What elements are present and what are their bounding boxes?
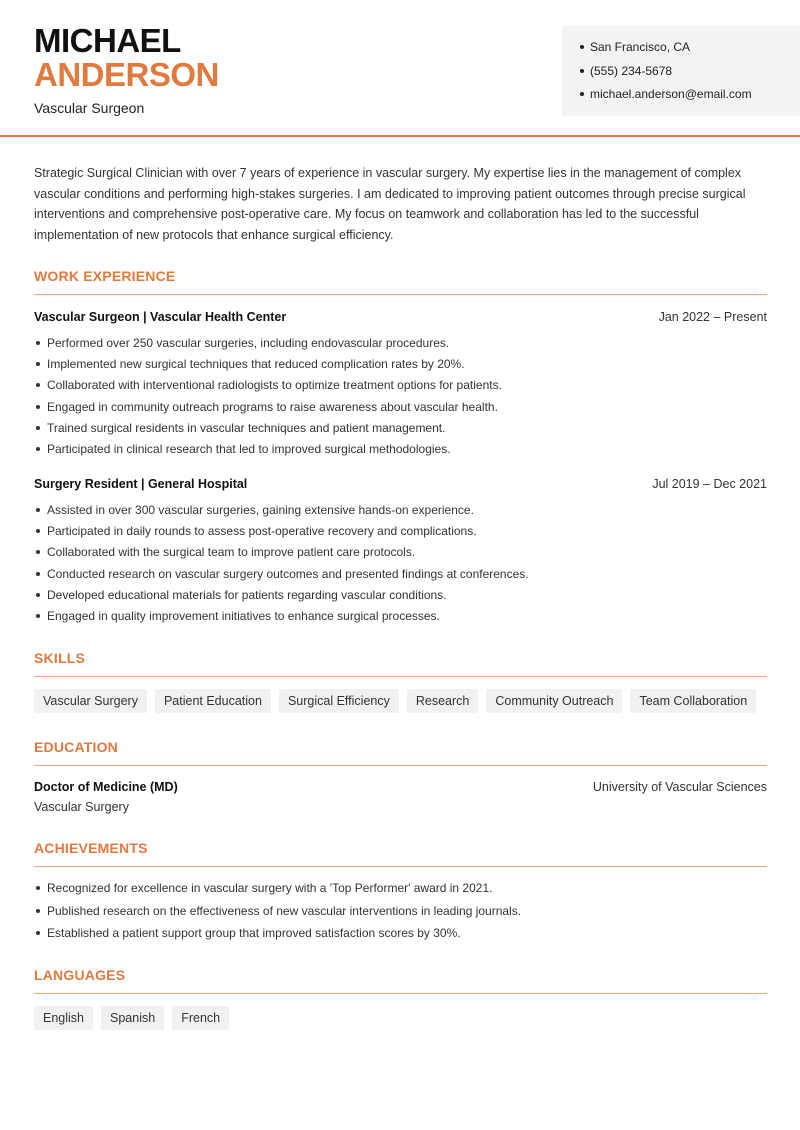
skill-chip: Research xyxy=(407,689,479,713)
job-1-header xyxy=(34,308,767,326)
education-header xyxy=(34,778,767,796)
contact-email[interactable]: michael.anderson@email.com xyxy=(580,86,800,110)
contact-box xyxy=(562,26,800,116)
list-item: Collaborated with the surgical team to improve patient care protocols. xyxy=(34,544,767,565)
job-title: Vascular Surgeon xyxy=(34,100,145,116)
language-chip: English xyxy=(34,1006,93,1030)
skill-chip: Surgical Efficiency xyxy=(279,689,399,713)
job-2-bullets xyxy=(34,502,767,629)
list-item: Recognized for excellence in vascular surgery with a 'Top Performer' award in 2021. xyxy=(34,880,767,903)
job-2-role: Surgery Resident | General Hospital xyxy=(34,477,248,491)
education-school: University of Vascular Sciences xyxy=(592,780,767,794)
list-item: Performed over 250 vascular surgeries, including endovascular procedures. xyxy=(34,335,767,356)
achievements-divider xyxy=(34,866,767,867)
list-item: Assisted in over 300 vascular surgeries, gaining extensive hands-on experience. xyxy=(34,502,767,523)
education-heading: EDUCATION xyxy=(34,739,118,755)
job-1-role: Vascular Surgeon | Vascular Health Center xyxy=(34,310,287,324)
work-divider xyxy=(34,294,767,295)
list-item: Trained surgical residents in vascular techniques and patient management. xyxy=(34,420,767,441)
job-2-header xyxy=(34,475,767,493)
list-item: Established a patient support group that improved satisfaction scores by 30%. xyxy=(34,925,767,948)
languages-divider xyxy=(34,993,767,994)
first-name: MICHAEL xyxy=(34,22,181,59)
list-item: Collaborated with interventional radiologists to optimize treatment options for patients. xyxy=(34,377,767,398)
achievements-heading: ACHIEVEMENTS xyxy=(34,840,148,856)
list-item: Engaged in community outreach programs to raise awareness about vascular health. xyxy=(34,399,767,420)
language-chip: Spanish xyxy=(101,1006,164,1030)
language-chip: French xyxy=(172,1006,229,1030)
education-field: Vascular Surgery xyxy=(34,800,129,814)
education-section-header xyxy=(34,738,767,766)
resume-header xyxy=(0,0,800,137)
summary-text: Strategic Surgical Clinician with over 7 years of experience in vascular surgery. My expertise lies in the management of complex vascular conditions and performing high-stakes surgeries. I am dedicated to improving patient outcomes through precise surgical interventions and comprehensive post-operative care. My focus on teamwork and collaboration has led to the successful implementation of new protocols that enhance surgical efficiency. xyxy=(34,166,746,243)
work-section-header xyxy=(34,267,767,295)
list-item: Developed educational materials for patients regarding vascular conditions. xyxy=(34,587,767,608)
achievements-list-wrap xyxy=(34,880,767,948)
languages-chips xyxy=(34,1006,767,1030)
skills-section-header xyxy=(34,649,767,677)
last-name: ANDERSON xyxy=(34,56,219,93)
skills-chips xyxy=(34,689,767,713)
list-item: Implemented new surgical techniques that reduced complication rates by 20%. xyxy=(34,356,767,377)
languages-section-header xyxy=(34,966,767,994)
job-2-date: Jul 2019 – Dec 2021 xyxy=(652,477,767,491)
skill-chip: Vascular Surgery xyxy=(34,689,147,713)
contact-phone: (555) 234-5678 xyxy=(580,63,800,87)
job-1-date: Jan 2022 – Present xyxy=(658,310,767,324)
achievements-list xyxy=(34,880,767,948)
education-entry xyxy=(34,778,767,816)
education-divider xyxy=(34,765,767,766)
job-1-bullets xyxy=(34,335,767,462)
list-item: Conducted research on vascular surgery outcomes and presented findings at conferences. xyxy=(34,566,767,587)
languages-heading: LANGUAGES xyxy=(34,967,126,983)
list-item: Participated in daily rounds to assess post-operative recovery and complications. xyxy=(34,523,767,544)
list-item: Engaged in quality improvement initiatives to enhance surgical processes. xyxy=(34,608,767,629)
summary-section xyxy=(34,163,767,246)
achievements-section-header xyxy=(34,839,767,867)
skill-chip: Patient Education xyxy=(155,689,271,713)
skills-divider xyxy=(34,676,767,677)
contact-list xyxy=(580,39,800,110)
job-2 xyxy=(34,475,767,629)
list-item: Published research on the effectiveness of new vascular interventions in leading journals. xyxy=(34,903,767,926)
skill-chip: Team Collaboration xyxy=(630,689,756,713)
skills-heading: SKILLS xyxy=(34,650,85,666)
skill-chip: Community Outreach xyxy=(486,689,622,713)
contact-location: San Francisco, CA xyxy=(580,39,800,63)
work-heading: WORK EXPERIENCE xyxy=(34,268,176,284)
education-degree: Doctor of Medicine (MD) xyxy=(34,780,178,794)
list-item: Participated in clinical research that led to improved surgical methodologies. xyxy=(34,441,767,462)
job-1 xyxy=(34,308,767,462)
